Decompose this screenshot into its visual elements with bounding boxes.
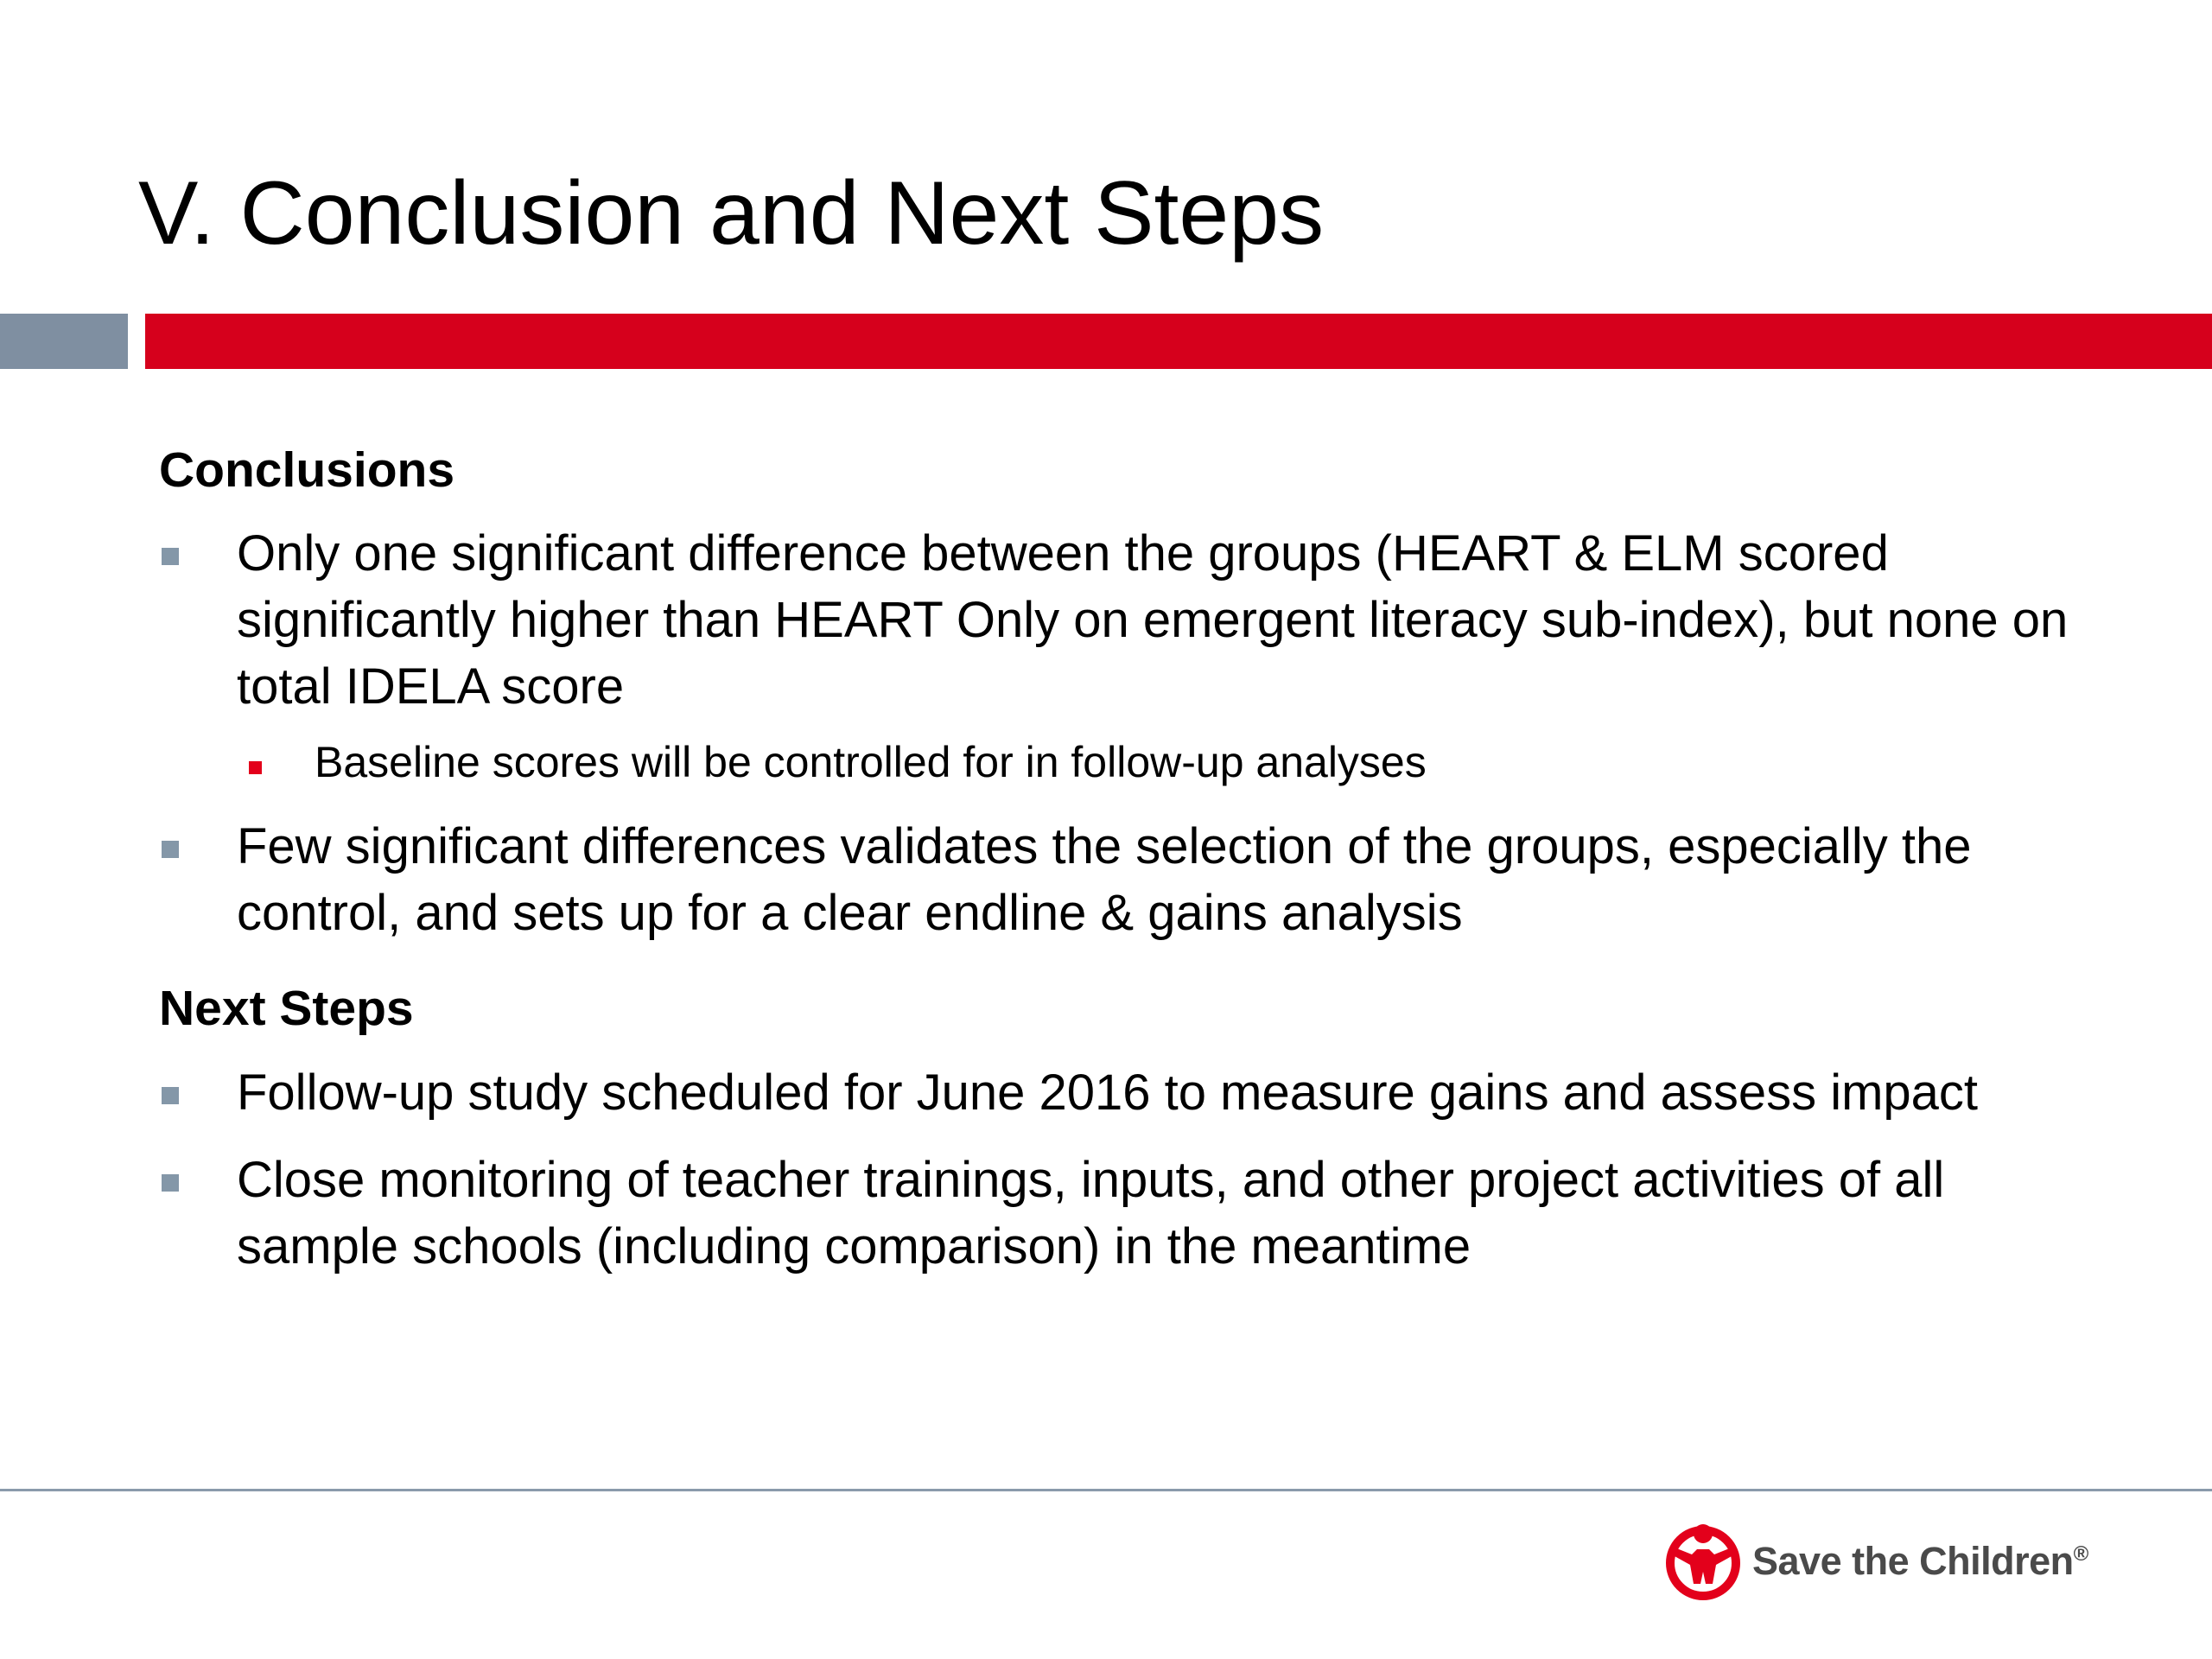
- bullet-text: Only one significant difference between the groups (HEART & ELM scored significantly higher than HEART Only on emergent literacy sub-index), but none on total IDELA score: [237, 525, 2069, 715]
- bullet-item: [159, 1059, 2077, 1126]
- slide-content: [159, 432, 2077, 1280]
- next-steps-list: [159, 1059, 2077, 1280]
- bullet-item: [159, 1147, 2077, 1280]
- square-sub-bullet-icon: [249, 761, 262, 774]
- logo-text: Save the Children®: [1752, 1539, 2088, 1583]
- conclusions-heading: Conclusions: [159, 442, 455, 498]
- square-bullet-icon: [162, 1087, 179, 1104]
- title-accent-red-bar: [145, 314, 2212, 369]
- slide-title: V. Conclusion and Next Steps: [138, 163, 1325, 264]
- square-bullet-icon: [162, 1174, 179, 1192]
- bullet-item: [159, 520, 2077, 720]
- save-the-children-logo-icon: [1662, 1518, 1744, 1605]
- conclusions-list: [159, 520, 2077, 946]
- square-bullet-icon: [162, 548, 179, 565]
- bullet-text: Follow-up study scheduled for June 2016 to measure gains and assess impact: [237, 1064, 1979, 1121]
- bullet-item: [159, 813, 2077, 946]
- sub-bullet-text: Baseline scores will be controlled for in follow-up analyses: [315, 738, 1427, 787]
- square-bullet-icon: [162, 841, 179, 858]
- save-the-children-logo: [1662, 1514, 2088, 1609]
- footer-divider: [0, 1489, 2212, 1491]
- bullet-text: Close monitoring of teacher trainings, inputs, and other project activities of all sample schools (including comparison) in the meantime: [237, 1151, 1945, 1274]
- title-accent-gray-bar: [0, 314, 128, 369]
- next-steps-heading: Next Steps: [159, 981, 414, 1037]
- sub-bullet-item: [159, 732, 2077, 792]
- bullet-text: Few significant differences validates the selection of the groups, especially the control, and sets up for a clear endline & gains analysis: [237, 818, 1972, 942]
